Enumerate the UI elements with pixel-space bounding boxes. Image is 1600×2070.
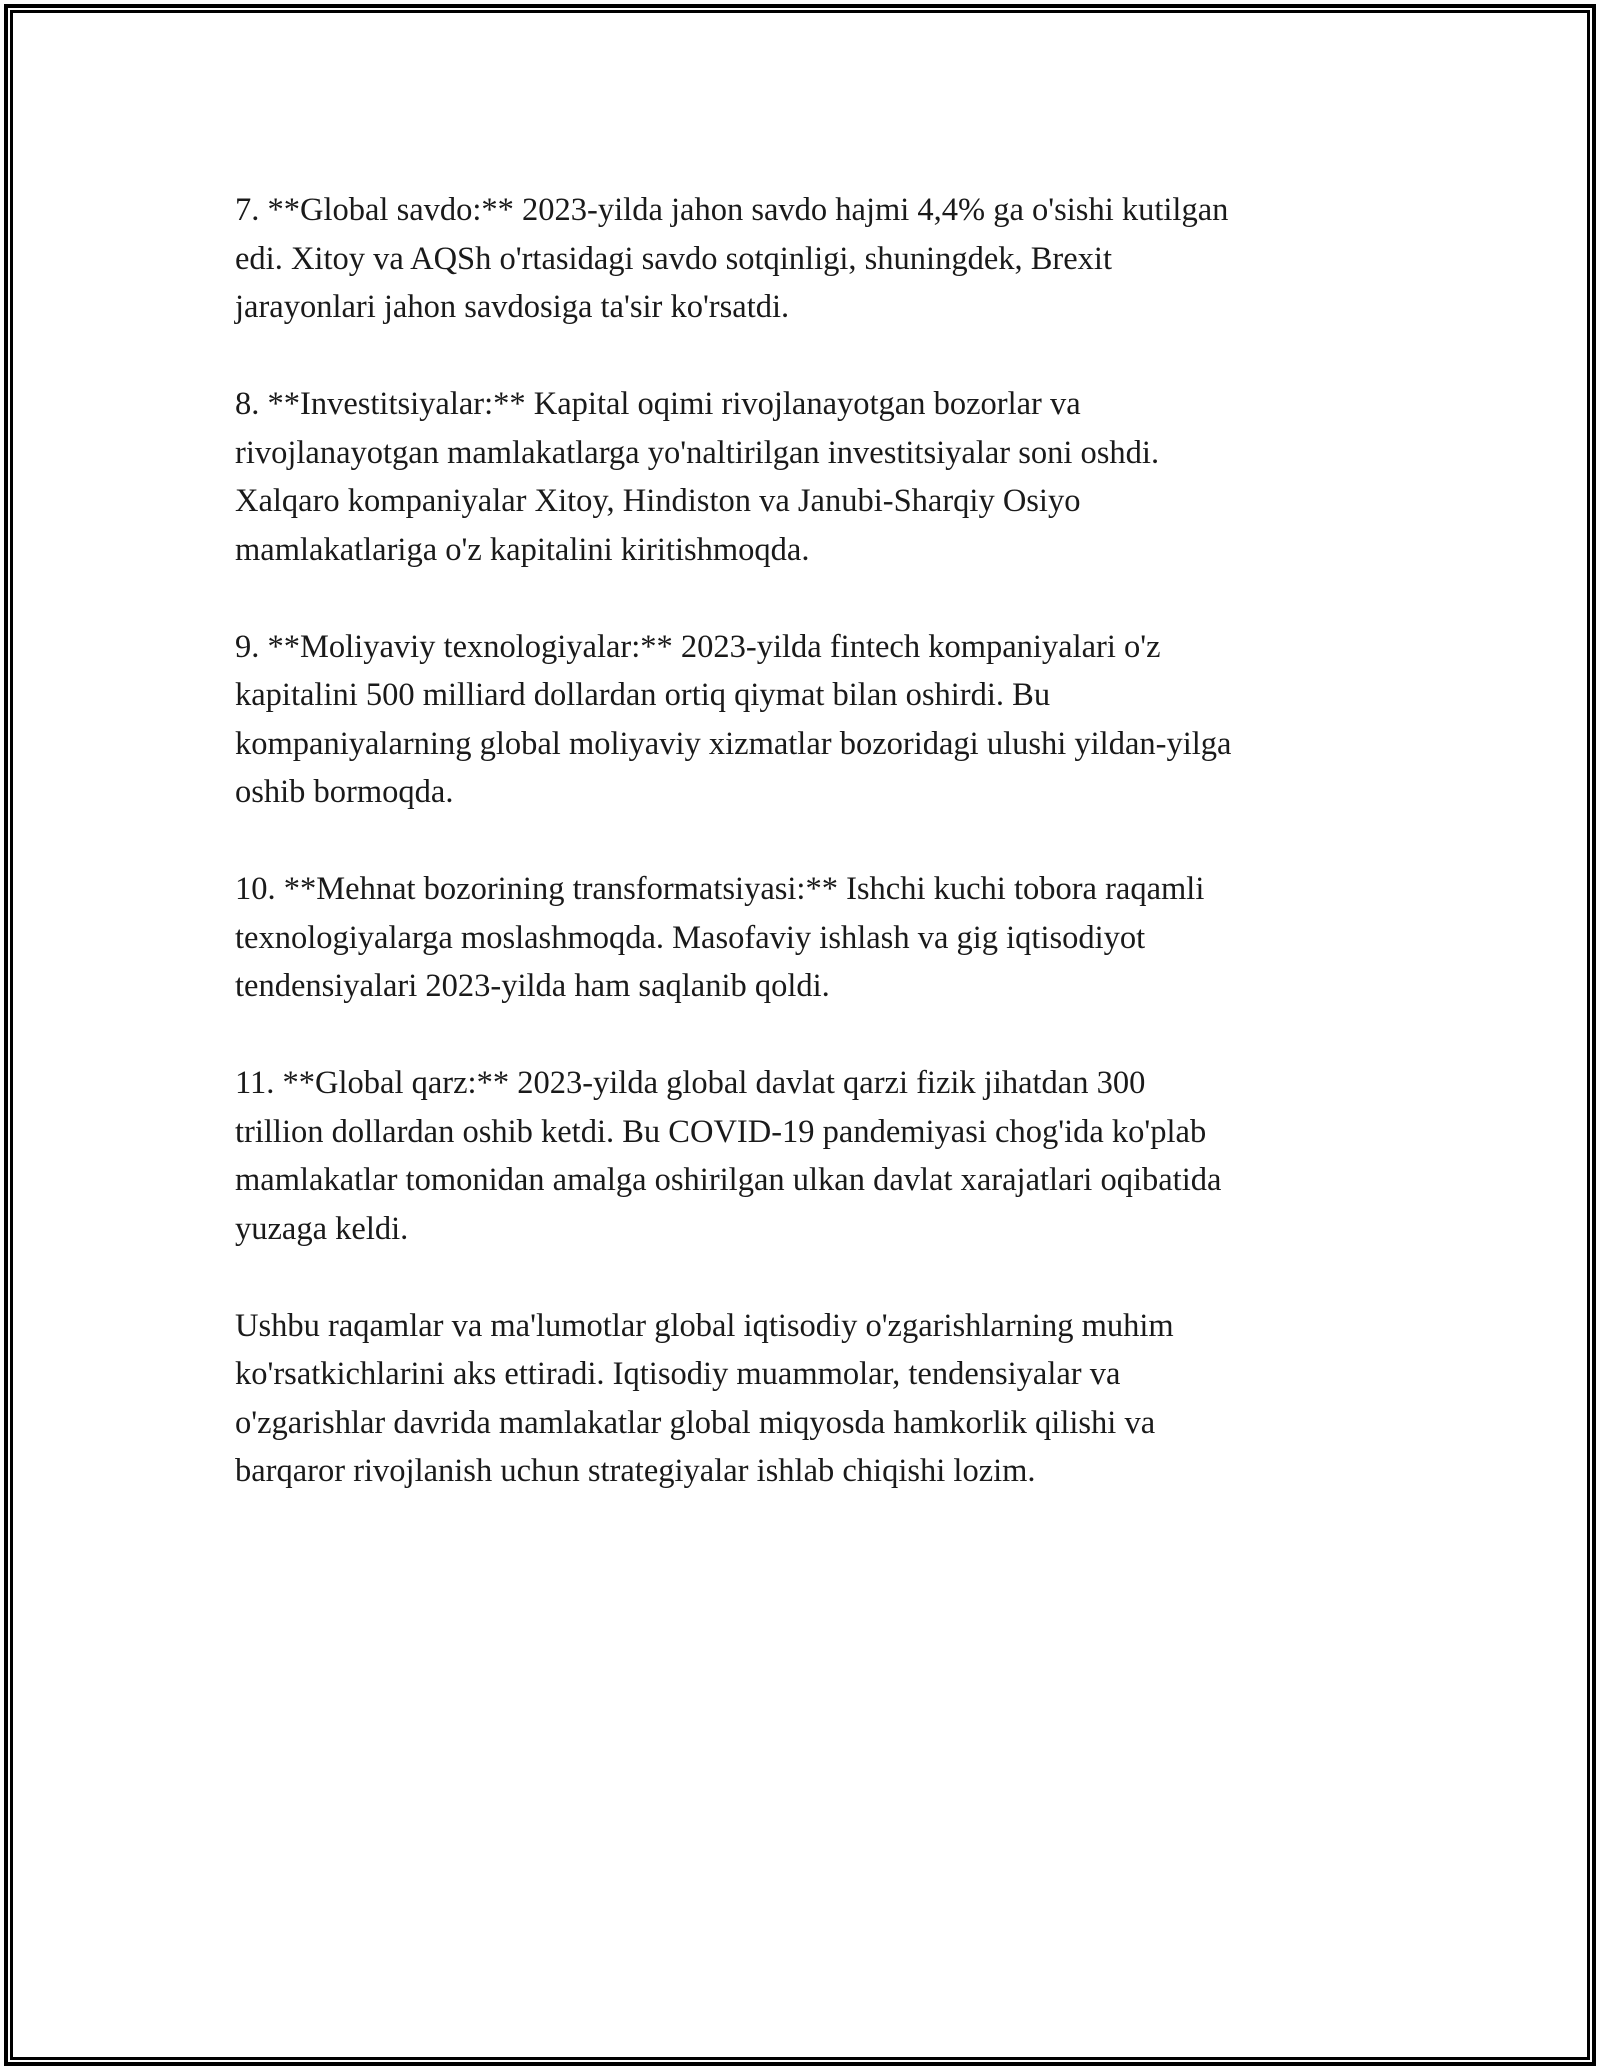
paragraph-investments: 8. **Investitsiyalar:** Kapital oqimi rivojlanayotgan bozorlar va rivojlanayotgan mamlakatlarga yo'naltirilgan investitsiyalar soni oshdi. Xalqaro kompaniyalar Xitoy, Hindiston va Janubi-Sharqiy Osiyo mamlakatlariga o'z kapitalini kiritishmoqda. xyxy=(235,386,1160,568)
paragraph-conclusion: Ushbu raqamlar va ma'lumotlar global iqtisodiy o'zgarishlarning muhim ko'rsatkichlarini aks ettiradi. Iqtisodiy muammolar, tendensiyalar va o'zgarishlar davrida mamlakatlar global miqyosda hamkorlik qilishi va barqaror rivojlanish uchun strategiyalar ishlab chiqishi lozim. xyxy=(235,1307,1174,1489)
paragraph-financial-technologies: 9. **Moliyaviy texnologiyalar:** 2023-yilda fintech kompaniyalari o'z kapitalini 500 milliard dollardan ortiq qiymat bilan oshirdi. Bu kompaniyalarning global moliyaviy xizmatlar bozoridagi ulushi yildan-yilga oshib bormoqda. xyxy=(235,628,1232,810)
paragraph-global-debt: 11. **Global qarz:** 2023-yilda global davlat qarzi fizik jihatdan 300 trillion dollardan oshib ketdi. Bu COVID-19 pandemiyasi chog'ida ko'plab mamlakatlar tomonidan amalga oshirilgan ulkan davlat xarajatlari oqibatida yuzaga keldi. xyxy=(235,1065,1222,1247)
paragraph-labor-market: 10. **Mehnat bozorining transformatsiyasi:** Ishchi kuchi tobora raqamli texnologiyalarga moslashmoqda. Masofaviy ishlash va gig iqtisodiyot tendensiyalari 2023-yilda ham saqlanib qoldi. xyxy=(235,871,1205,1004)
paragraph-global-trade: 7. **Global savdo:** 2023-yilda jahon savdo hajmi 4,4% ga o'sishi kutilgan edi. Xitoy va AQSh o'rtasidagi savdo sotqinligi, shuningdek, Brexit jarayonlari jahon savdosiga ta'sir ko'rsatdi. xyxy=(235,192,1229,325)
document-body xyxy=(235,186,1375,1544)
